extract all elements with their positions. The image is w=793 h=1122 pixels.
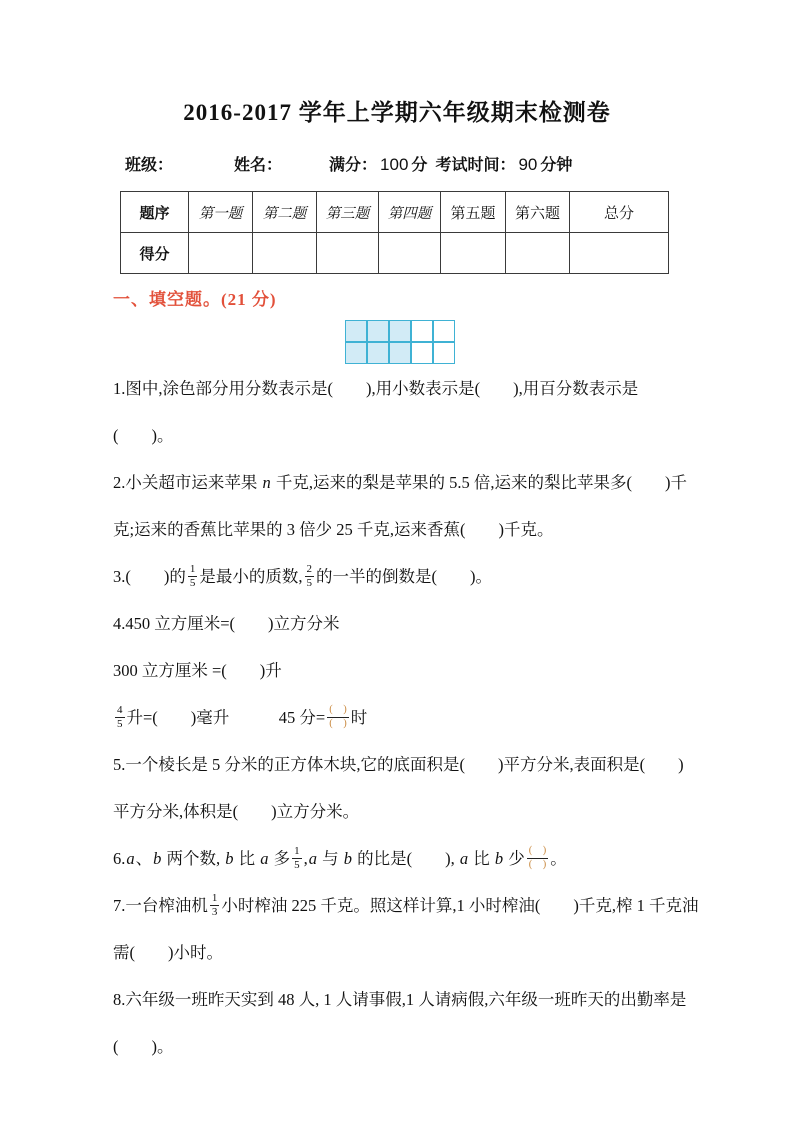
variable: b — [494, 849, 504, 868]
score-table-header-cell: 第五题 — [441, 192, 506, 233]
question-line: 1.图中,涂色部分用分数表示是( ),用小数表示是( ),用百分数表示是 — [113, 379, 639, 398]
question-line: 4.450 立方厘米=( )立方分米 — [113, 614, 340, 633]
grid-cell-shaded — [345, 320, 367, 342]
score-table-score-row — [121, 233, 669, 274]
score-row-label: 得分 — [121, 233, 189, 274]
fraction: $\frac{1}{3}$ — [211, 891, 218, 918]
question-line: 300 立方厘米 =( )升 — [113, 661, 282, 680]
variable: b — [225, 849, 234, 868]
grid-cell-shaded — [389, 342, 411, 364]
score-cell-empty — [379, 233, 441, 274]
section-heading: 一、填空题。(21 分) — [113, 290, 277, 309]
score-table-header-cell: 第二题 — [253, 192, 317, 233]
variable: b — [153, 849, 162, 868]
question-line: 5.一个棱长是 5 分米的正方体木块,它的底面积是( )平方分米,表面积是( ) — [113, 755, 684, 774]
grid-cell — [433, 342, 455, 364]
fraction: $\frac{2}{5}$ — [306, 562, 312, 589]
exam-content — [113, 98, 699, 1070]
score-table-header-row — [121, 192, 669, 233]
exam-info-row — [113, 152, 681, 176]
question-line: ( )。 — [113, 426, 174, 445]
fraction-grid — [345, 320, 455, 364]
score-cell-empty — [253, 233, 317, 274]
score-cell-empty — [506, 233, 570, 274]
variable: n — [262, 473, 271, 492]
fraction: $\frac{1}{5}$ — [189, 562, 196, 589]
score-cell-empty — [441, 233, 506, 274]
question-line: 2.小关超市运来苹果 n 千克,运来的梨是苹果的 5.5 倍,运来的梨比苹果多( )千 — [113, 473, 687, 492]
exam-time-label: 考试时间： — [435, 157, 516, 174]
score-table-header-cell: 第三题 — [317, 192, 379, 233]
score-table-header-cell: 第六题 — [506, 192, 570, 233]
full-score-label: 满分： — [329, 157, 378, 174]
grid-cell — [433, 320, 455, 342]
grid-cell — [411, 342, 433, 364]
name-label: 姓名： — [234, 157, 283, 174]
question-line: ( )。 — [113, 1037, 174, 1056]
question-line: 8.六年级一班昨天实到 48 人, 1 人请事假,1 人请病假,六年级一班昨天的出勤率是 — [113, 990, 687, 1009]
blank-fraction: $\frac{( )}{( )}$ — [528, 845, 547, 870]
score-table-header-cell: 第四题 — [379, 192, 441, 233]
grid-cell-shaded — [367, 320, 389, 342]
exam-time-unit: 分钟 — [540, 157, 573, 174]
class-label: 班级： — [125, 157, 174, 174]
blank-fraction: $\frac{( )}{( )}$ — [329, 704, 347, 729]
score-cell-empty — [570, 233, 669, 274]
question-line: 3.( )的 $\frac{1}{5}$ 是最小的质数, $\frac{2}{5}$ 的一半的倒数是( )。 — [113, 562, 492, 589]
page-title: 2016-2017 学年上学期六年级期末检测卷 — [183, 100, 611, 125]
exam-time-value: 90 — [518, 155, 538, 174]
question-line: 7.一台榨油机 $\frac{1}{3}$ 小时榨油 225 千克。照这样计算,1 小时榨油( )千克,榨 1 千克油 — [113, 891, 699, 918]
score-table-header-cell: 题序 — [121, 192, 189, 233]
variable: a — [126, 849, 135, 868]
grid-cell-shaded — [367, 342, 389, 364]
question-line: 6.a、b 两个数, b 比 a 多 $\frac{1}{5}$ ,a 与 b 的比是( ), a 比 b 少 $\frac{( )}{( )}$ 。 — [113, 844, 567, 871]
score-cell-empty — [317, 233, 379, 274]
grid-cell — [411, 320, 433, 342]
fraction: $\frac{4}{5}$ — [117, 703, 123, 730]
question-line: 克;运来的香蕉比苹果的 3 倍少 25 千克,运来香蕉( )千克。 — [113, 520, 554, 539]
variable: a — [459, 849, 469, 868]
score-table-header-cell: 第一题 — [189, 192, 253, 233]
fraction: $\frac{1}{5}$ — [294, 844, 300, 871]
question-line: $\frac{4}{5}$ 升=( )毫升 45 分= $\frac{( )}{( )}$ 时 — [117, 703, 368, 730]
full-score-unit: 分 — [411, 157, 428, 174]
grid-cell-shaded — [345, 342, 367, 364]
question-line: 平方分米,体积是( )立方分米。 — [113, 802, 360, 821]
questions — [113, 365, 699, 1070]
score-table-header-cell: 总分 — [570, 192, 669, 233]
score-table — [120, 191, 669, 274]
score-cell-empty — [189, 233, 253, 274]
variable: a — [260, 849, 269, 868]
variable: a — [308, 849, 317, 868]
full-score-value: 100 — [380, 155, 409, 174]
grid-cell-shaded — [389, 320, 411, 342]
question-line: 需( )小时。 — [113, 943, 223, 962]
variable: b — [343, 849, 352, 868]
